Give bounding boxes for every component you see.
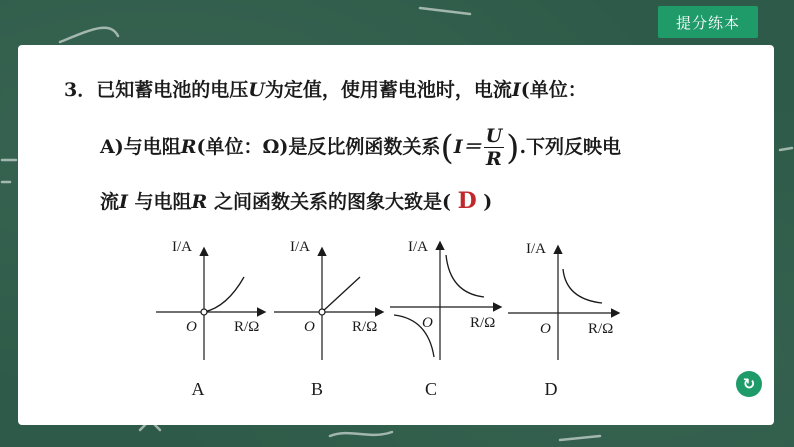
option-c-x-label: R/Ω: [470, 315, 496, 331]
option-b-label[interactable]: B: [310, 379, 323, 399]
option-a-label[interactable]: A: [191, 379, 205, 399]
option-d-curve: [563, 269, 602, 303]
option-a-graph[interactable]: [152, 235, 270, 365]
answer-text: D: [457, 188, 477, 214]
option-c-graph[interactable]: [388, 235, 506, 365]
option-c-label[interactable]: C: [424, 379, 437, 399]
option-d-y-label: I/A: [526, 241, 546, 257]
return-icon[interactable]: ↻: [736, 371, 762, 397]
option-d-x-label: R/Ω: [588, 321, 614, 337]
option-d-origin: O: [540, 321, 551, 337]
question-line-3: 流I 与电阻R 之间函数关系的图象大致是( D ): [100, 188, 493, 214]
option-a-x-label: R/Ω: [234, 319, 260, 335]
question-card: [18, 45, 774, 425]
option-b-origin: O: [304, 319, 315, 335]
option-a-origin: O: [186, 319, 197, 335]
option-c-curve-positive: [446, 255, 484, 297]
practice-badge[interactable]: 提分练本: [658, 6, 758, 38]
question-line-1: 3．已知蓄电池的电压U为定值，使用蓄电池时，电流I(单位：: [64, 79, 587, 101]
option-a-y-label: I/A: [172, 239, 192, 255]
option-c-y-label: I/A: [408, 239, 428, 255]
option-b-line: [322, 277, 360, 312]
option-b-graph[interactable]: [270, 235, 388, 365]
option-a-curve: [204, 277, 244, 312]
option-d-graph[interactable]: [506, 235, 624, 365]
option-d-label[interactable]: D: [544, 379, 558, 399]
question-line-2: A)与电阻R(单位：Ω)是反比例函数关系(I＝ $\frac{U}{R}$ ).下列反映电: [100, 125, 622, 170]
question-number: 3．: [64, 79, 97, 101]
option-b-x-label: R/Ω: [352, 319, 378, 335]
formula-lhs: I＝: [453, 136, 482, 158]
option-c-origin: O: [422, 315, 433, 331]
formula-fraction: $\frac{U}{R}$: [485, 125, 503, 170]
option-b-y-label: I/A: [290, 239, 310, 255]
